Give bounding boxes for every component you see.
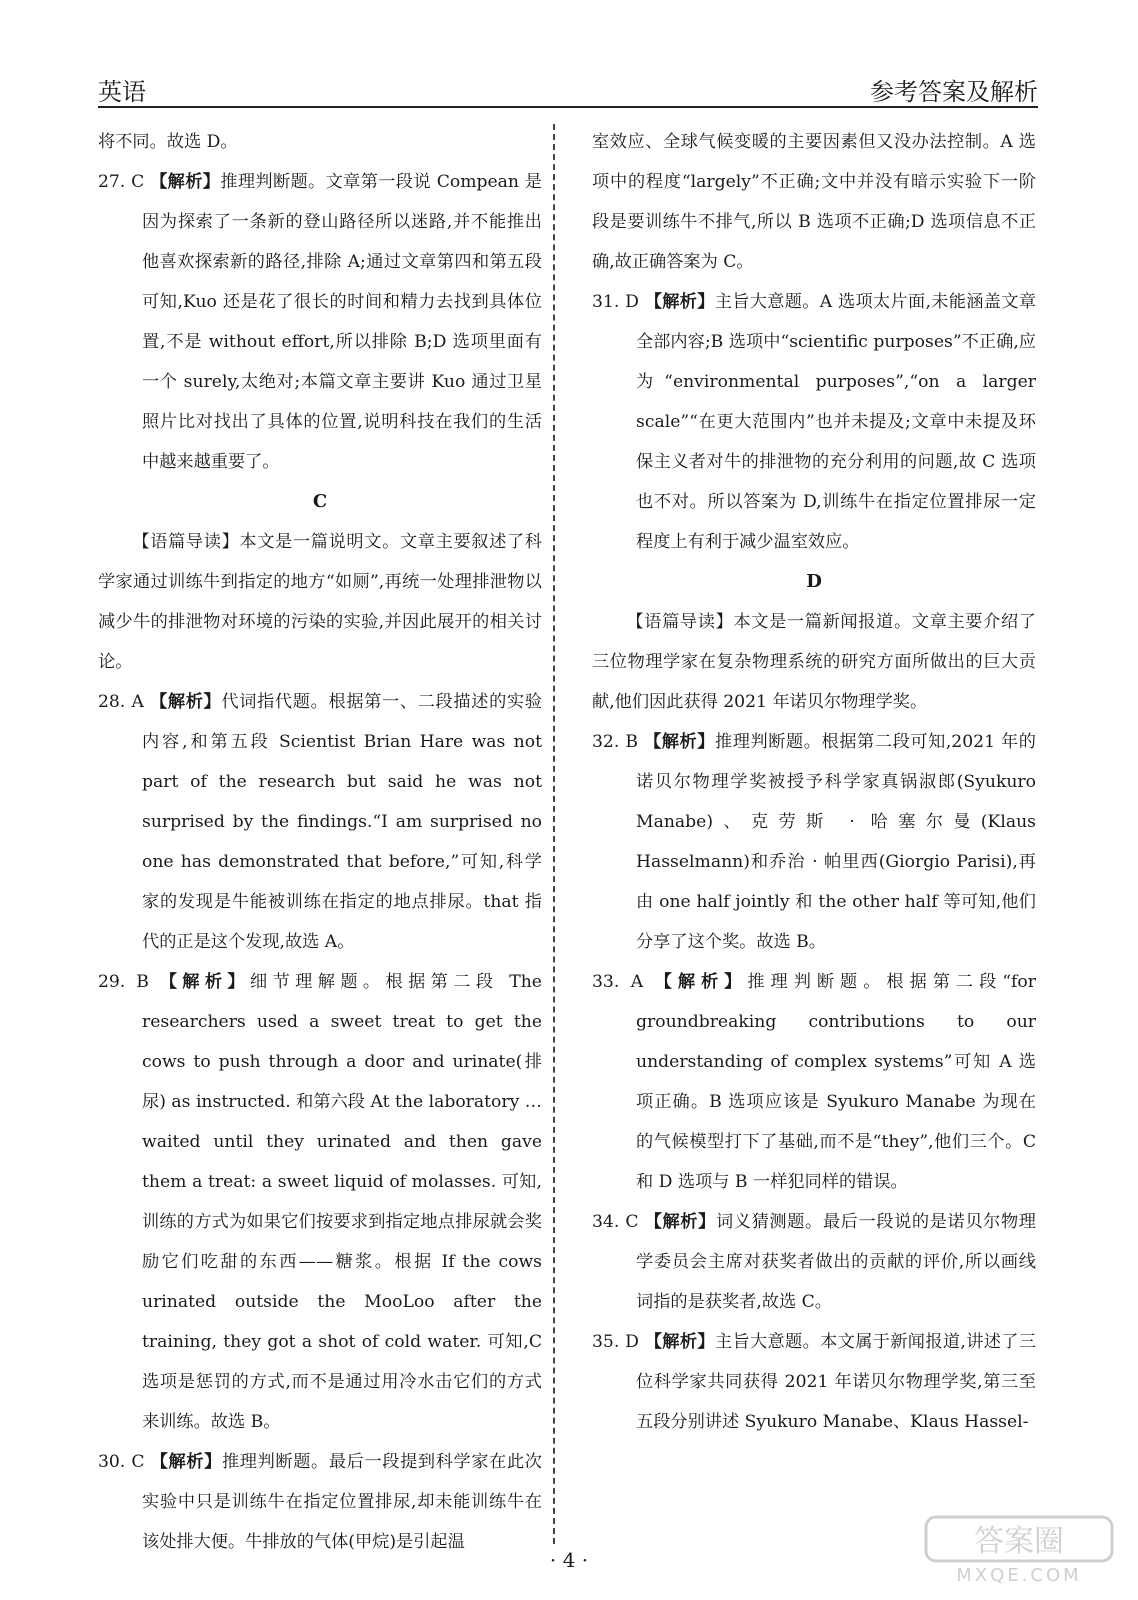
answer-text: 推理判断题。文章第一段说 Compean 是因为探索了一条新的登山路径所以迷路,并不能推出他喜欢探索新的路径,排除 A;通过文章第四和第五段可知,Kuo 还是花了很长的时间和精力去找到具体位置,不是 without effort,所以排除 B;D 选项里面有一个 surely,太绝对;本篇文章主要讲 Kuo 通过卫星照片比对找出了具体的位置,说明科技在我们的生活中越来越重要了。	[142, 172, 542, 472]
analysis-tag: 【解析】	[644, 1332, 715, 1352]
answer-34	[592, 1202, 1036, 1322]
answer-number: 33. A	[592, 972, 644, 992]
answer-text: 词义猜测题。最后一段说的是诺贝尔物理学委员会主席对获奖者做出的贡献的评价,所以画线词指的是获奖者,故选 C。	[636, 1212, 1036, 1312]
analysis-tag: 【解析】	[159, 972, 251, 992]
answer-text: 推理判断题。最后一段提到科学家在此次实验中只是训练牛在指定位置排尿,却未能训练牛在该处排大便。牛排放的气体(甲烷)是引起温	[142, 1452, 542, 1552]
left-column	[98, 122, 542, 1562]
section-heading-d: D	[806, 571, 822, 592]
passage-guide-d: 【语篇导读】本文是一篇新闻报道。文章主要介绍了三位物理学家在复杂物理系统的研究方面所做出的巨大贡献,他们因此获得 2021 年诺贝尔物理学奖。	[592, 612, 1036, 712]
answer-number: 31. D	[592, 292, 639, 312]
analysis-tag: 【解析】	[150, 172, 221, 192]
answer-33	[592, 962, 1036, 1202]
column-divider	[553, 124, 555, 1544]
answer-number: 30. C	[98, 1452, 145, 1472]
answer-number: 32. B	[592, 732, 638, 752]
answer-27	[98, 162, 542, 482]
answer-35	[592, 1322, 1036, 1442]
right-column	[592, 122, 1036, 1442]
watermark-text: 答案圈	[974, 1524, 1064, 1559]
answer-text: 主旨大意题。A 选项太片面,未能涵盖文章全部内容;B 选项中“scientific purposes”不正确,应为“environmental purposes”,“on a larger scale”“在更大范围内”也并未提及;文章中未提及环保主义者对牛的排泄物的充分利用的问题,故 C 选项也不对。所以答案为 D,训练牛在指定位置排尿一定程度上有利于减少温室效应。	[636, 292, 1037, 552]
analysis-tag: 【解析】	[150, 1452, 222, 1472]
answer-29	[98, 962, 542, 1442]
analysis-tag: 【解析】	[644, 732, 716, 752]
answer-text: 推理判断题。根据第二段可知,2021 年的诺贝尔物理学奖被授予科学家真锅淑郎(Syukuro Manabe)、克劳斯 · 哈塞尔曼(Klaus Hasselmann)和乔治 · 帕里西(Giorgio Parisi),再由 one half jointly 和 the other half 等可知,他们分享了这个奖。故选 B。	[636, 732, 1036, 952]
subject-label: 英语	[98, 78, 146, 106]
continued-answer-26: 将不同。故选 D。	[98, 132, 238, 152]
watermark-url: MXQE.COM	[956, 1565, 1082, 1585]
answer-number: 34. C	[592, 1212, 639, 1232]
answer-text: 主旨大意题。本文属于新闻报道,讲述了三位科学家共同获得 2021 年诺贝尔物理学奖,第三至五段分别讲述 Syukuro Manabe、Klaus Hassel-	[636, 1332, 1037, 1432]
analysis-tag: 【解析】	[644, 292, 715, 312]
analysis-tag: 【解析】	[150, 692, 222, 712]
answer-number: 29. B	[98, 972, 149, 992]
section-heading-c: C	[312, 491, 328, 512]
answer-number: 35. D	[592, 1332, 639, 1352]
answer-31	[592, 282, 1036, 562]
answer-text: 推理判断题。根据第二段“for groundbreaking contributions to our understanding of complex systems”可知 A 选项正确。B 选项应该是 Syukuro Manabe 为现在的气候模型打下了基础,而不是“they”,他们三个。C 和 D 选项与 B 一样犯同样的错误。	[636, 972, 1036, 1192]
answer-number: 27. C	[98, 172, 145, 192]
answer-28	[98, 682, 542, 962]
answer-32	[592, 722, 1036, 962]
header-title: 参考答案及解析	[870, 78, 1038, 106]
analysis-tag: 【解析】	[654, 972, 748, 992]
page-header	[98, 70, 1038, 108]
site-watermark-logo	[924, 1515, 1114, 1585]
analysis-tag: 【解析】	[644, 1212, 716, 1232]
answer-30	[98, 1442, 542, 1562]
answer-text: 细节理解题。根据第二段 The researchers used a sweet treat to get the cows to push through a door and urinate(排尿) as instructed. 和第六段 At the laboratory … waited until they urinated and then gave them a treat: a sweet liquid of molasses. 可知,训练的方式为如果它们按要求到指定地点排尿就会奖励它们吃甜的东西——糖浆。根据 If the cows urinated outside the MooLoo after the training, they got a shot of cold water. 可知,C 选项是惩罚的方式,而不是通过用冷水击它们的方式来训练。故选 B。	[142, 972, 542, 1432]
continued-answer-30: 室效应、全球气候变暖的主要因素但又没办法控制。A 选项中的程度“largely”不正确;文中并没有暗示实验下一阶段是要训练牛不排气,所以 B 选项不正确;D 选项信息不正确,故正确答案为 C。	[592, 132, 1036, 272]
answer-text: 代词指代题。根据第一、二段描述的实验内容,和第五段 Scientist Brian Hare was not part of the research but said he was not surprised by the findings.“I am surprised no one has demonstrated that before,”可知,科学家的发现是牛能被训练在指定的地点排尿。that 指代的正是这个发现,故选 A。	[142, 692, 542, 952]
passage-guide-c: 【语篇导读】本文是一篇说明文。文章主要叙述了科学家通过训练牛到指定的地方“如厕”,再统一处理排泄物以减少牛的排泄物对环境的污染的实验,并因此展开的相关讨论。	[98, 532, 542, 672]
answer-number: 28. A	[98, 692, 144, 712]
page-number: · 4 ·	[549, 1548, 589, 1572]
